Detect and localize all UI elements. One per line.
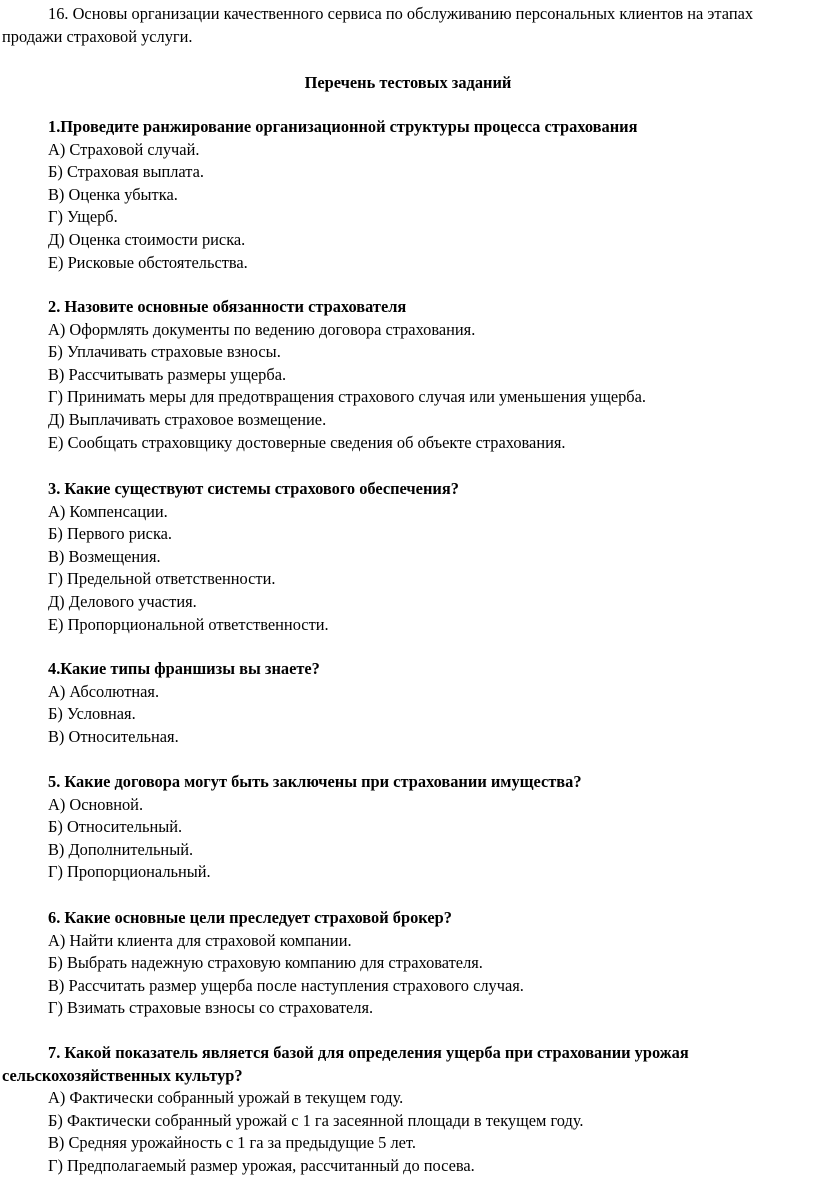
answer-option: А) Оформлять документы по ведению договора страхования.: [48, 319, 476, 339]
answer-option: А) Основной.: [48, 794, 144, 814]
answer-option: Г) Предполагаемый размер урожая, рассчитанный до посева.: [48, 1155, 475, 1175]
answer-option: А) Страховой случай.: [48, 139, 200, 159]
answer-option: Е) Пропорциональной ответственности.: [48, 614, 329, 634]
answer-option: В) Рассчитывать размеры ущерба.: [48, 364, 287, 384]
answer-option: Б) Условная.: [48, 704, 136, 724]
question-4: [48, 658, 814, 748]
question-5: [48, 771, 814, 884]
question-3: [48, 478, 814, 636]
question-title: 6. Какие основные цели преследует страховой брокер?: [48, 908, 452, 927]
answer-option: А) Компенсации.: [48, 501, 168, 521]
question-title: 1.Проведите ранжирование организационной структуры процесса страхования: [48, 117, 638, 136]
answer-option: Г) Взимать страховые взносы со страхователя.: [48, 998, 374, 1018]
answer-option: Г) Ущерб.: [48, 207, 118, 227]
answer-option: В) Возмещения.: [48, 546, 161, 566]
answer-option: В) Оценка убытка.: [48, 184, 178, 204]
answer-list: [2, 1087, 814, 1177]
question-6: [48, 907, 814, 1020]
answer-option: А) Абсолютная.: [48, 681, 160, 701]
answer-list: [48, 139, 814, 275]
answer-option: Е) Рисковые обстоятельства.: [48, 252, 248, 272]
question-title: 4.Какие типы франшизы вы знаете?: [48, 659, 320, 678]
answer-option: В) Средняя урожайность с 1 га за предыдущие 5 лет.: [48, 1133, 416, 1153]
answer-option: Г) Предельной ответственности.: [48, 569, 276, 589]
answer-list: [48, 319, 814, 455]
answer-option: Д) Оценка стоимости риска.: [48, 229, 246, 249]
answer-option: Б) Страховая выплата.: [48, 162, 205, 182]
answer-option: Б) Уплачивать страховые взносы.: [48, 342, 281, 362]
test-list-title: Перечень тестовых заданий: [304, 73, 512, 92]
question-title: 5. Какие договора могут быть заключены при страховании имущества?: [48, 772, 582, 791]
document-intro: 16. Основы организации качественного сервиса по обслуживанию персональных клиентов на этапах продажи страховой услуги.: [2, 4, 754, 46]
answer-option: Б) Выбрать надежную страховую компанию для страхователя.: [48, 953, 483, 973]
answer-option: В) Рассчитать размер ущерба после наступления страхового случая.: [48, 975, 524, 995]
question-title: 7. Какой показатель является базой для определения ущерба при страховании урожая сельскохозяйственных культур?: [2, 1043, 689, 1085]
answer-option: Е) Сообщать страховщику достоверные сведения об объекте страхования.: [48, 432, 566, 452]
question-1: [48, 116, 814, 274]
answer-list: [48, 501, 814, 637]
answer-list: [48, 681, 814, 749]
answer-option: Д) Делового участия.: [48, 591, 197, 611]
answer-option: Б) Фактически собранный урожай с 1 га засеянной площади в текущем году.: [48, 1110, 584, 1130]
question-2: [48, 296, 814, 454]
answer-option: В) Дополнительный.: [48, 839, 194, 859]
question-title: 2. Назовите основные обязанности страхователя: [48, 297, 407, 316]
answer-option: Г) Принимать меры для предотвращения страхового случая или уменьшения ущерба.: [48, 387, 647, 407]
answer-option: Д) Выплачивать страховое возмещение.: [48, 409, 327, 429]
answer-list: [48, 930, 814, 1020]
answer-list: [48, 794, 814, 884]
answer-option: В) Относительная.: [48, 726, 179, 746]
question-7: [2, 1042, 814, 1178]
answer-option: Б) Первого риска.: [48, 524, 173, 544]
answer-option: Г) Пропорциональный.: [48, 862, 211, 882]
answer-option: А) Фактически собранный урожай в текущем году.: [48, 1088, 404, 1108]
question-title: 3. Какие существуют системы страхового обеспечения?: [48, 479, 459, 498]
answer-option: А) Найти клиента для страховой компании.: [48, 930, 352, 950]
answer-option: Б) Относительный.: [48, 817, 183, 837]
